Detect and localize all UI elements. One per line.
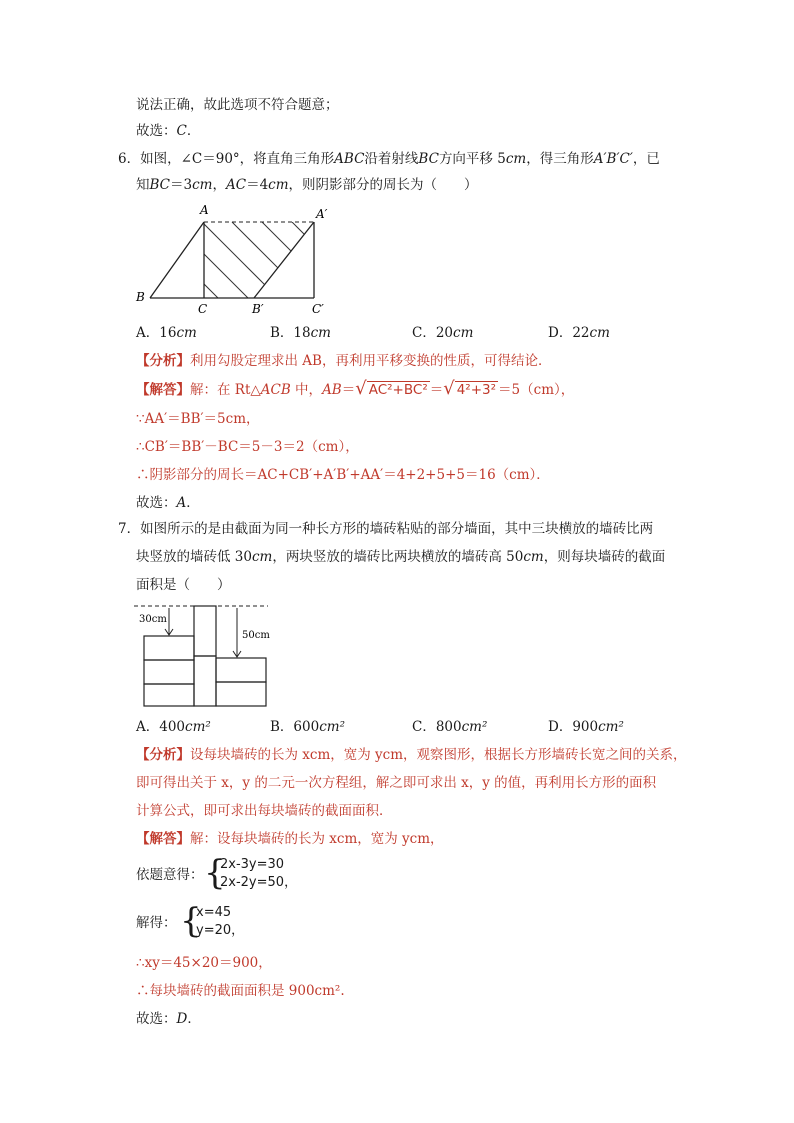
label-30cm: 30cm xyxy=(139,614,167,625)
question-7-stem-line2: 块竖放的墙砖低 30cm，两块竖放的墙砖比两块横放的墙砖高 50cm，则每块墙砖的截面 xyxy=(136,549,666,565)
option-b: B．18cm xyxy=(270,325,331,341)
solution-7-line1: 【解答】解：设每块墙砖的长为 xcm，宽为 ycm， xyxy=(136,831,444,847)
left-brace: { xyxy=(180,901,202,941)
solution-6-line2: ∵AA′＝BB′＝5cm， xyxy=(136,411,260,427)
option-a: A．16cm xyxy=(136,325,197,341)
label-B: B xyxy=(136,290,145,304)
label-A: A xyxy=(200,203,209,217)
answer-6: 故选：A． xyxy=(136,495,200,511)
answer-line: 故选：C． xyxy=(136,123,201,139)
result-y: y=20， xyxy=(196,923,245,938)
option-b: B．600cm² xyxy=(270,719,345,735)
question-6-stem: 6．如图，∠C＝90°，将直角三角形ABC沿着射线BC方向平移 5cm，得三角形A′B′C′，已 xyxy=(118,151,660,167)
solution-6-line3: ∴CB′＝BB′－BC＝5－3＝2（cm）， xyxy=(136,439,359,455)
solution-7-line5: ∴每块墙砖的截面面积是 900cm². xyxy=(136,983,345,999)
question-6-stem-line2: 知BC＝3cm，AC＝4cm，则阴影部分的周长为（ ） xyxy=(136,177,478,193)
left-brace: { xyxy=(204,853,226,893)
figure-translated-triangles xyxy=(132,200,342,318)
label-A-prime: A′ xyxy=(316,207,328,221)
equation-2: 2x-2y=50， xyxy=(220,875,298,890)
answer-7: 故选：D． xyxy=(136,1011,201,1027)
result-label: 解得： xyxy=(136,915,177,931)
label-C: C xyxy=(198,302,208,316)
solution-7-line4: ∴xy＝45×20＝900， xyxy=(136,955,272,971)
analysis-7-line2: 即可得出关于 x，y 的二元一次方程组，解之即可求出 x，y 的值，再利用长方形的面积 xyxy=(136,775,657,791)
option-d: D．22cm xyxy=(548,325,610,341)
analysis-7-line3: 计算公式，即可求出每块墙砖的截面面积． xyxy=(136,803,393,819)
analysis-7-line1: 【分析】设每块墙砖的长为 xcm，宽为 ycm，观察图形，根据长方形墙砖长宽之间的关系， xyxy=(136,747,687,763)
result-x: x=45 xyxy=(196,905,232,920)
question-7-stem-line3: 面积是（ ） xyxy=(136,577,231,593)
label-B-prime: B′ xyxy=(252,302,264,316)
text-line: 说法正确，故此选项不符合题意； xyxy=(136,97,339,113)
option-c: C．800cm² xyxy=(412,719,488,735)
option-d: D．900cm² xyxy=(548,719,624,735)
equation-1: 2x-3y=30 xyxy=(220,857,285,872)
solution-6-line4: ∴阴影部分的周长＝AC+CB′+A′B′+AA′＝4+2+5+5＝16（cm）． xyxy=(136,467,550,483)
option-a: A．400cm² xyxy=(136,719,211,735)
analysis-6: 【分析】利用勾股定理求出 AB，再利用平移变换的性质，可得结论． xyxy=(136,353,552,369)
equation-system-label: 依题意得： xyxy=(136,867,204,883)
label-C-prime: C′ xyxy=(312,302,324,316)
solution-6-line1: 【解答】解：在 Rt△ACB 中，AB＝√ AC²+BC² ＝√ 4²+3² ＝5（cm）， xyxy=(136,378,575,399)
figure-wall-tiles xyxy=(134,602,284,710)
question-7-stem: 7．如图所示的是由截面为同一种长方形的墙砖粘贴的部分墙面，其中三块横放的墙砖比两 xyxy=(118,521,654,537)
label-50cm: 50cm xyxy=(242,630,270,641)
option-c: C．20cm xyxy=(412,325,474,341)
